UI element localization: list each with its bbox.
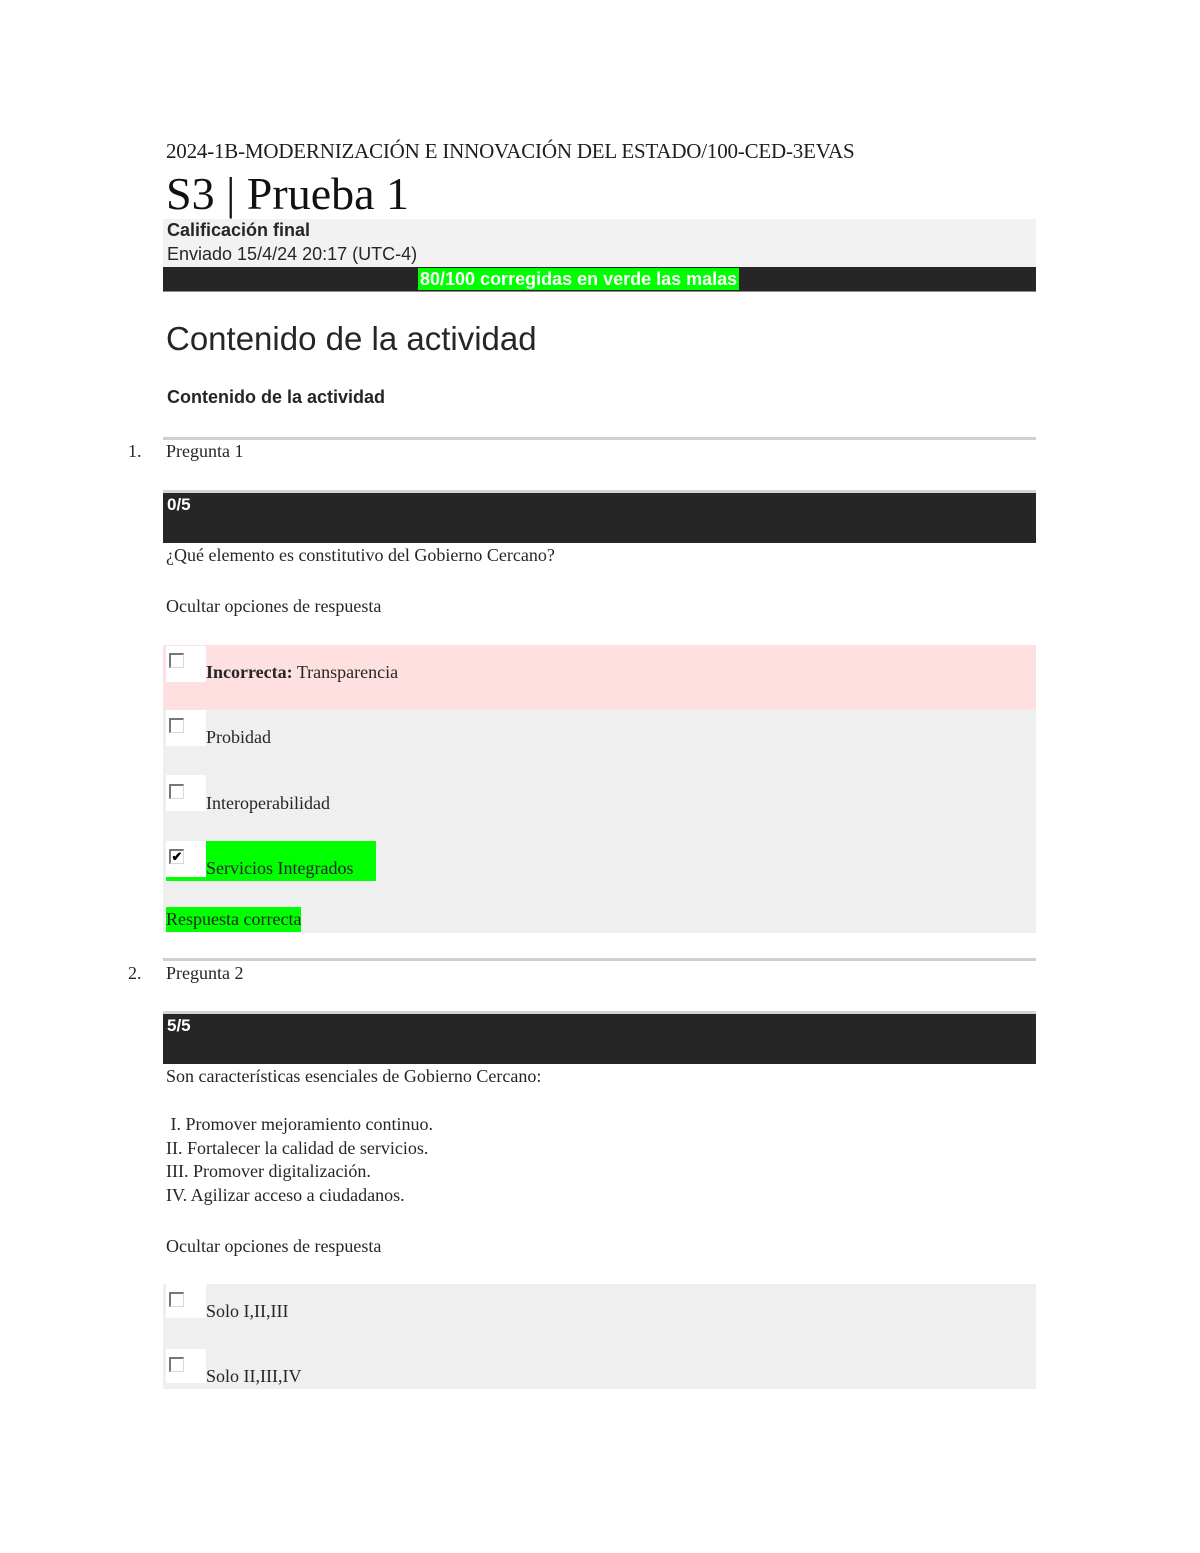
- answer-text: Solo I,II,III: [206, 1301, 289, 1321]
- statement-item: IV. Agilizar acceso a ciudadanos.: [166, 1185, 405, 1205]
- answer-options-group: [163, 710, 1036, 933]
- checkbox-unchecked-icon[interactable]: [169, 1292, 184, 1307]
- answer-option-label: [206, 662, 398, 683]
- grade-label: Calificación final: [167, 220, 311, 240]
- course-title: 2024-1B-MODERNIZACIÓN E INNOVACIÓN DEL ESTADO/100-CED-3EVAS: [166, 139, 855, 163]
- answer-text: Solo II,III,IV: [206, 1366, 302, 1386]
- checkbox-unchecked-icon[interactable]: [169, 718, 184, 733]
- incorrect-prefix: Incorrecta:: [206, 662, 293, 682]
- score-note: 80/100 corregidas en verde las malas: [420, 269, 738, 289]
- question-number: 1.: [128, 441, 142, 461]
- hide-options-toggle[interactable]: Ocultar opciones de respuesta: [166, 1236, 382, 1256]
- question-number: 2.: [128, 963, 142, 983]
- question-label: Pregunta 1: [166, 441, 244, 461]
- statement-item: II. Fortalecer la calidad de servicios.: [166, 1138, 429, 1158]
- points-bar: [163, 490, 1036, 543]
- answer-text: Transparencia: [296, 662, 399, 682]
- points-bar: [163, 1011, 1036, 1064]
- points-score: 0/5: [167, 495, 191, 514]
- question-divider: [163, 958, 1036, 961]
- content-subheading: Contenido de la actividad: [167, 387, 386, 407]
- answer-text: Servicios Integrados: [206, 858, 354, 878]
- checkbox-unchecked-icon[interactable]: [169, 653, 184, 668]
- answer-text: Interoperabilidad: [206, 793, 330, 813]
- page-title: S3 | Prueba 1: [166, 168, 410, 219]
- checkbox-unchecked-icon[interactable]: [169, 784, 184, 799]
- statement-item: I. Promover mejoramiento continuo.: [166, 1114, 433, 1134]
- checkbox-checked-icon[interactable]: ✔: [169, 849, 184, 864]
- statement-item: III. Promover digitalización.: [166, 1161, 371, 1181]
- points-score: 5/5: [167, 1016, 191, 1035]
- checkbox-unchecked-icon[interactable]: [169, 1357, 184, 1372]
- content-heading: Contenido de la actividad: [166, 320, 537, 357]
- question-prompt: Son características esenciales de Gobierno Cercano:: [166, 1066, 542, 1086]
- question-prompt: ¿Qué elemento es constitutivo del Gobierno Cercano?: [166, 545, 555, 565]
- question-divider: [163, 437, 1036, 440]
- question-label: Pregunta 2: [166, 963, 244, 983]
- hide-options-toggle[interactable]: Ocultar opciones de respuesta: [166, 596, 382, 616]
- feedback-correct: Respuesta correcta: [166, 907, 301, 932]
- submitted-date: Enviado 15/4/24 20:17 (UTC-4): [167, 244, 418, 264]
- answer-text: Probidad: [206, 727, 271, 747]
